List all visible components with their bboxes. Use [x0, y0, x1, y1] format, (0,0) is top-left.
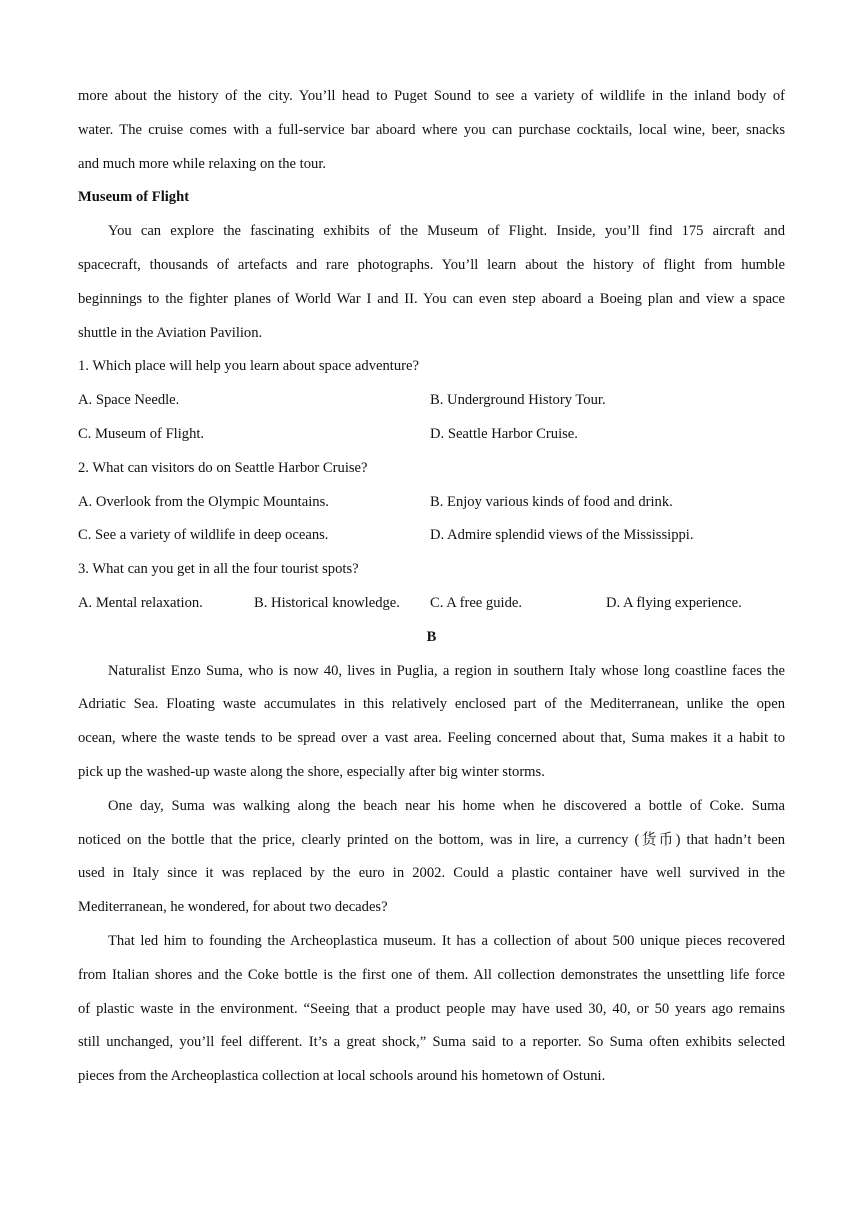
option-c: C. A free guide.: [430, 594, 523, 611]
cruise-text-line: and much more while relaxing on the tour.: [78, 155, 327, 172]
museum-text-line: shuttle in the Aviation Pavilion.: [78, 324, 263, 341]
option-row: [78, 418, 785, 452]
section-b-title: B: [426, 628, 437, 645]
option-c: C. See a variety of wildlife in deep oceans.: [78, 527, 329, 544]
document-page: [78, 80, 785, 1094]
passage-line: ocean, where the waste tends to be spread over a vast area. Feeling concerned about that, Suma makes it a habit to: [78, 730, 785, 747]
museum-heading: Museum of Flight: [78, 189, 190, 206]
option-row: [78, 486, 785, 520]
passage-line: That led him to founding the Archeoplastica museum. It has a collection of about 500 unique pieces recovered: [108, 932, 785, 949]
museum-text-line: beginnings to the fighter planes of World War I and II. You can even step aboard a Boeing plan and view a space: [78, 290, 785, 307]
passage-line: used in Italy since it was replaced by the euro in 2002. Could a plastic container have well survived in the: [78, 865, 785, 882]
option-a: A. Overlook from the Olympic Mountains.: [78, 493, 329, 510]
museum-text-line: You can explore the fascinating exhibits of the Museum of Flight. Inside, you’ll find 175 aircraft and: [108, 223, 785, 240]
option-b: B. Enjoy various kinds of food and drink.: [430, 493, 673, 510]
passage-line: pick up the washed-up waste along the shore, especially after big winter storms.: [78, 763, 545, 780]
option-d: D. A flying experience.: [606, 594, 742, 611]
passage-line: from Italian shores and the Coke bottle is the first one of them. All collection demonstrates the unsettling life force: [78, 966, 785, 983]
option-b: B. Underground History Tour.: [430, 392, 606, 409]
cruise-text-line: more about the history of the city. You’ll head to Puget Sound to see a variety of wildlife in the inland body of: [78, 88, 785, 104]
passage-line: Mediterranean, he wondered, for about two decades?: [78, 899, 388, 916]
question-stem: 3. What can you get in all the four tourist spots?: [78, 561, 359, 578]
passage-line: One day, Suma was walking along the beach near his home when he discovered a bottle of Coke. Suma: [108, 797, 785, 814]
passage-line: noticed on the bottle that the price, clearly printed on the bottom, was in lire, a currency (货币) that hadn’t been: [78, 831, 785, 848]
passage-line: Adriatic Sea. Floating waste accumulates in this relatively enclosed part of the Mediterranean, unlike the open: [78, 696, 785, 713]
cruise-text-line: water. The cruise comes with a full-service bar aboard where you can purchase cocktails, local wine, beer, snacks: [78, 121, 785, 138]
passage-line: still unchanged, you’ll feel different. It’s a great shock,” Suma said to a reporter. So Suma often exhibits selected: [78, 1034, 785, 1051]
option-a: A. Space Needle.: [78, 392, 180, 409]
option-d: D. Seattle Harbor Cruise.: [430, 425, 578, 442]
question-stem: 1. Which place will help you learn about space adventure?: [78, 358, 419, 375]
passage-line: pieces from the Archeoplastica collection at local schools around his hometown of Ostuni.: [78, 1068, 606, 1085]
option-d: D. Admire splendid views of the Mississippi.: [430, 527, 694, 544]
option-row: [78, 519, 785, 553]
option-b: B. Historical knowledge.: [254, 594, 400, 611]
passage-line: Naturalist Enzo Suma, who is now 40, lives in Puglia, a region in southern Italy whose long coastline faces the: [108, 662, 785, 679]
option-row: [78, 384, 785, 418]
option-row: [78, 587, 785, 621]
question-stem: 2. What can visitors do on Seattle Harbor Cruise?: [78, 459, 368, 476]
option-a: A. Mental relaxation.: [78, 594, 203, 611]
museum-text-line: spacecraft, thousands of artefacts and rare photographs. You’ll learn about the history of flight from humble: [78, 256, 785, 273]
option-c: C. Museum of Flight.: [78, 425, 205, 442]
passage-line: of plastic waste in the environment. “Seeing that a product people may have used 30, 40, or 50 years ago remains: [78, 1000, 785, 1017]
